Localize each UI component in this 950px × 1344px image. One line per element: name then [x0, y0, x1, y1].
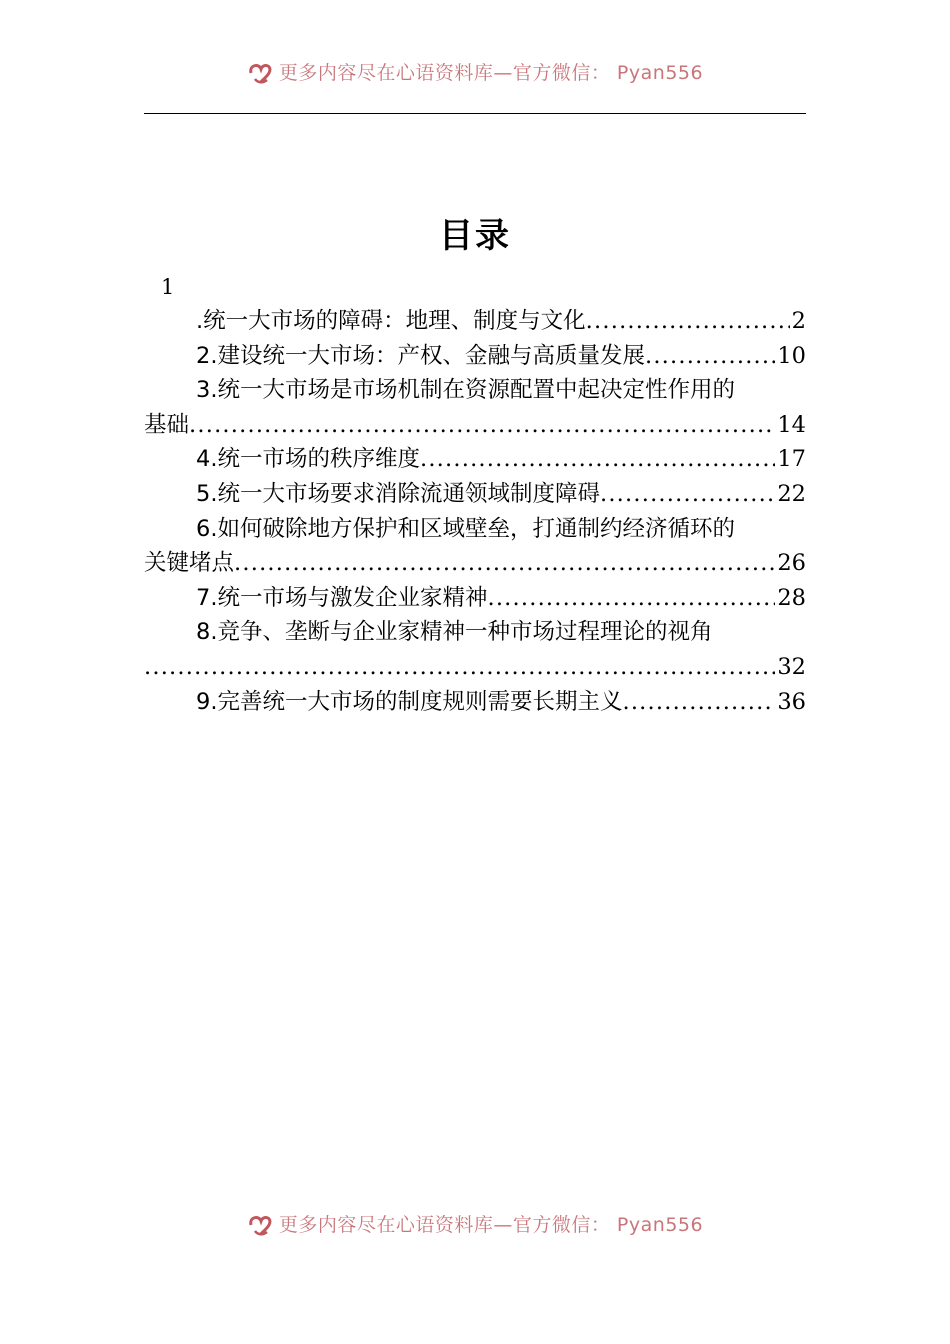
toc-entry-2[interactable] — [144, 339, 806, 374]
footer-watermark — [0, 1210, 950, 1237]
toc-entry-label: 6.如何破除地方保护和区域壁垒，打通制约经济循环的 — [196, 515, 735, 542]
toc-entry-8[interactable] — [144, 615, 806, 684]
toc-leader-dots — [234, 546, 775, 581]
toc-entry-9[interactable] — [144, 685, 806, 720]
toc-entry-page: 17 — [777, 446, 806, 473]
toc-entry-page: 22 — [777, 480, 806, 507]
toc-entry-label: 7.统一市场与激发企业家精神 — [196, 584, 488, 611]
toc-leader-dots — [189, 408, 775, 443]
toc-leader-dots — [622, 685, 775, 720]
toc-entry-label: 9.完善统一大市场的制度规则需要长期主义 — [196, 688, 623, 715]
toc-entry-label: 5.统一大市场要求消除流通领域制度障碍 — [196, 480, 600, 507]
toc-entry-4[interactable] — [144, 442, 806, 477]
table-of-contents — [144, 270, 806, 719]
header-watermark — [0, 58, 950, 85]
header-watermark-text: 更多内容尽在心语资料库—官方微信： Pyan556 — [278, 62, 704, 84]
toc-entry-label-cont: 关键堵点 — [144, 550, 235, 577]
toc-entry-label-cont: 基础 — [144, 411, 190, 438]
toc-entry-5[interactable] — [144, 477, 806, 512]
toc-entry-page: 36 — [777, 688, 806, 715]
heart-swirl-logo-icon — [247, 59, 275, 85]
header-divider — [144, 113, 806, 114]
toc-entry-page: 2 — [791, 308, 806, 334]
toc-leader-dots — [645, 339, 775, 374]
page-title: 目录 — [439, 216, 511, 256]
heart-swirl-logo-icon — [247, 1211, 275, 1237]
footer-watermark-text: 更多内容尽在心语资料库—官方微信： Pyan556 — [278, 1214, 704, 1236]
toc-entry-7[interactable] — [144, 581, 806, 616]
toc-entry-page: 26 — [777, 550, 806, 577]
toc-entry-label: .统一大市场的障碍：地理、制度与文化 — [196, 308, 586, 334]
toc-entry-label: 4.统一市场的秩序维度 — [196, 446, 420, 473]
toc-leader-dots — [600, 477, 775, 512]
toc-entry-label: 8.竞争、垄断与企业家精神一种市场过程理论的视角 — [196, 619, 713, 646]
toc-entry-page: 10 — [777, 342, 806, 369]
toc-leader-dots — [420, 442, 775, 477]
toc-leader-dots — [586, 304, 790, 339]
toc-leader-dots — [144, 650, 775, 685]
toc-prefix-number: 1 — [161, 275, 175, 299]
toc-entry-3[interactable] — [144, 373, 806, 442]
toc-entry-page: 28 — [777, 584, 806, 611]
toc-leader-dots — [487, 581, 775, 616]
toc-entry-label: 2.建设统一大市场：产权、金融与高质量发展 — [196, 342, 645, 369]
toc-entry-page: 32 — [777, 653, 806, 680]
toc-entry-label: 3.统一大市场是市场机制在资源配置中起决定性作用的 — [196, 377, 735, 404]
toc-entry-6[interactable] — [144, 512, 806, 581]
toc-entry-1[interactable] — [144, 304, 806, 339]
toc-entry-page: 14 — [777, 411, 806, 438]
